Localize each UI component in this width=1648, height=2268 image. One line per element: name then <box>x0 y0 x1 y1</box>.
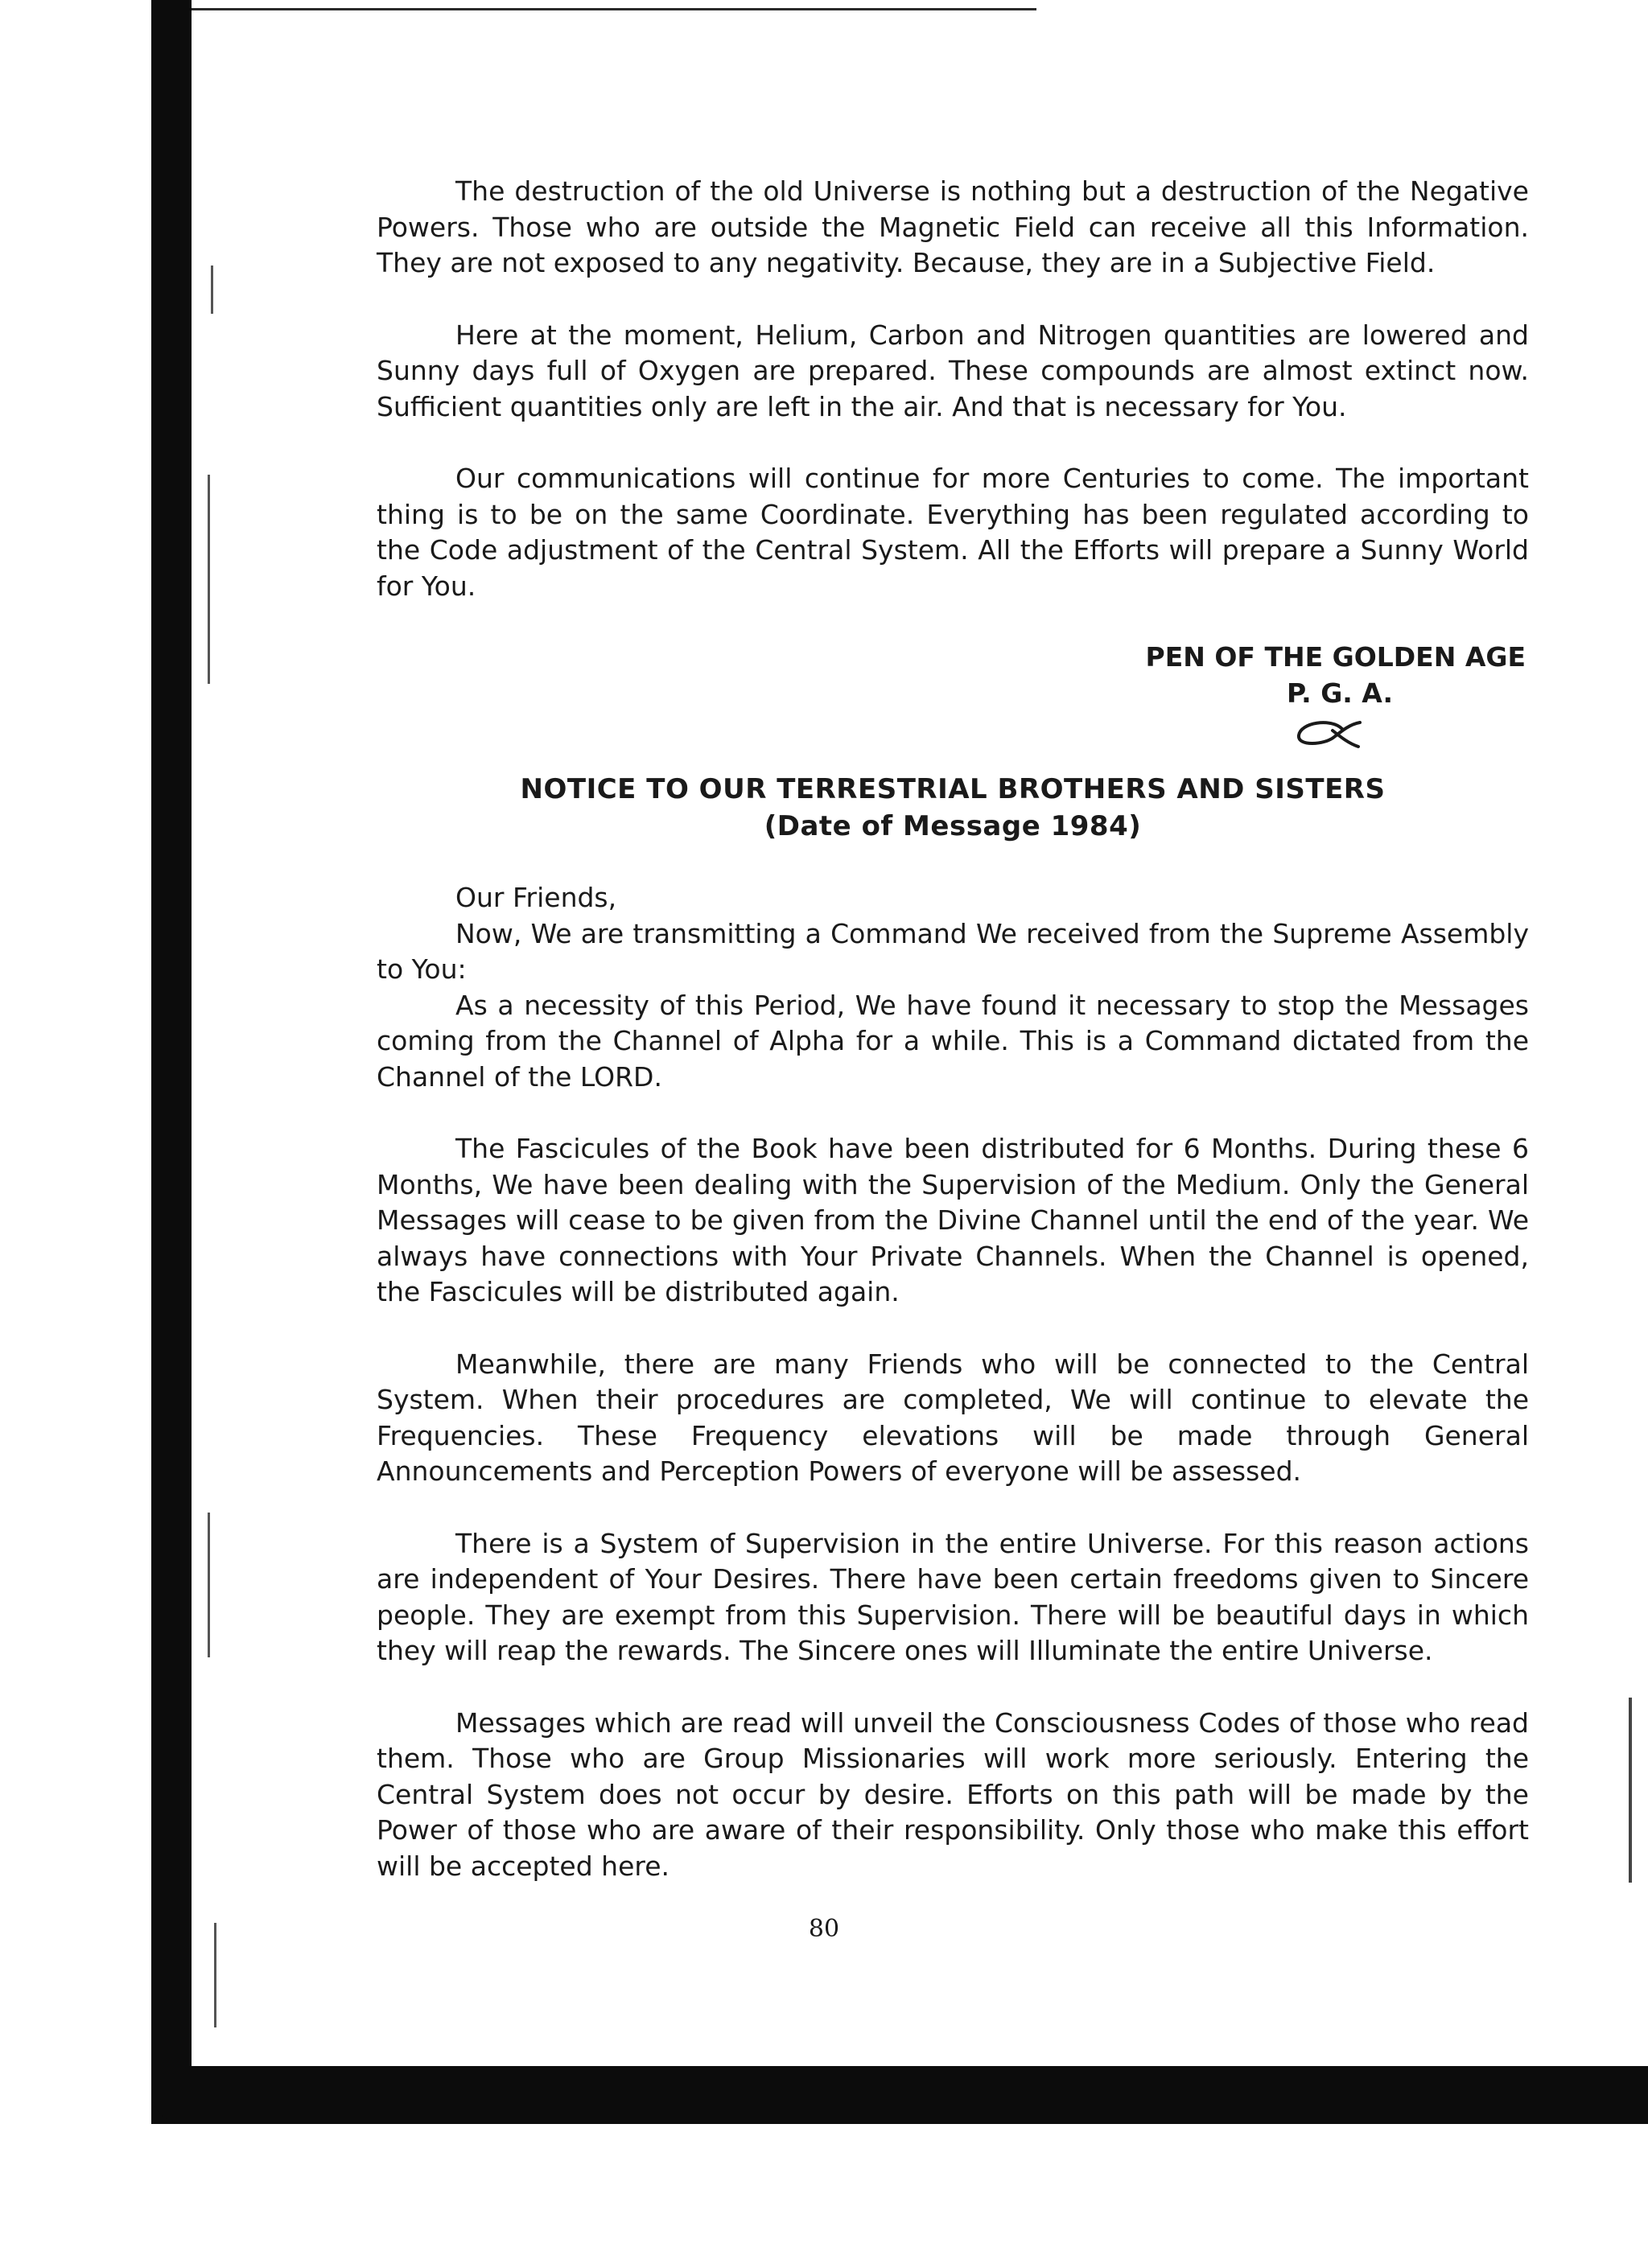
paragraph: Meanwhile, there are many Friends who will be connected to the Central System. When their procedures are completed, We will continue to elevate the Frequencies. These Frequency elevations will be made through General Announcements and Perception Powers of everyone will be assessed. <box>377 1348 1529 1487</box>
paragraph: The Fascicules of the Book have been distributed for 6 Months. During these 6 Months, We have been dealing with the Supervision of the Medium. Only the General Messages will cease to be given from the Divine Channel until the end of the year. We always have connections with Your Private Channels. When the Channel is opened, the Fascicules will be distributed again. <box>377 1133 1529 1307</box>
scan-mark <box>208 475 210 684</box>
page-body <box>377 174 1529 1884</box>
notice-date: (Date of Message 1984) <box>764 810 1142 842</box>
scan-mark <box>208 1513 210 1657</box>
scan-mark <box>211 265 213 314</box>
paragraph: The destruction of the old Universe is nothing but a destruction of the Negative Powers. Those who are outside the Magnetic Field can receive all this Information. They are not exposed to any negativity. Because, they are in a Subjective Field. <box>377 175 1529 278</box>
scan-top-line <box>192 8 1036 10</box>
page-number: 80 <box>808 1915 840 1943</box>
paragraph: Our communications will continue for more Centuries to come. The important thing is to be on the same Coordinate. Everything has been regulated according to the Code adjustment of the Central System. All the Efforts will prepare a Sunny World for You. <box>377 463 1529 602</box>
paragraph: As a necessity of this Period, We have found it necessary to stop the Messages coming from the Channel of Alpha for a while. This is a Command dictated from the Channel of the LORD. <box>377 989 1529 1093</box>
signature-name: PEN OF THE GOLDEN AGE <box>1145 641 1526 673</box>
paragraph: There is a System of Supervision in the entire Universe. For this reason actions are independent of Your Desires. There have been certain freedoms given to Sincere people. They are exempt from this Supervision. There will be beautiful days in which they will reap the rewards. The Sincere ones will Illuminate the entire Universe. <box>377 1527 1529 1666</box>
scan-binding-edge <box>151 0 192 2124</box>
salutation: Our Friends, <box>455 882 617 913</box>
paragraph: Here at the moment, Helium, Carbon and Nitrogen quantities are lowered and Sunny days full of Oxygen are prepared. These compounds are almost extinct now. Sufficient quantities only are left in the air. And that is necessary for You. <box>377 319 1529 422</box>
signature-initials: P. G. A. <box>1287 677 1393 709</box>
signature-block <box>377 640 1529 711</box>
scan-bottom-band <box>151 2066 1648 2124</box>
notice-heading: NOTICE TO OUR TERRESTRIAL BROTHERS AND SISTERS <box>520 773 1386 805</box>
notice-title <box>377 771 1529 845</box>
scan-right-mark <box>1629 1698 1632 1883</box>
signature-flourish-icon <box>1292 713 1365 753</box>
paragraph: Now, We are transmitting a Command We received from the Supreme Assembly to You: <box>377 917 1529 985</box>
paragraph: Messages which are read will unveil the Consciousness Codes of those who read them. Those who are Group Missionaries will work more seriously. Entering the Central System does not occur by desire. Efforts on this path will be made by the Power of those who are aware of their responsibility. Only those who make this effort will be accepted here. <box>377 1706 1529 1882</box>
